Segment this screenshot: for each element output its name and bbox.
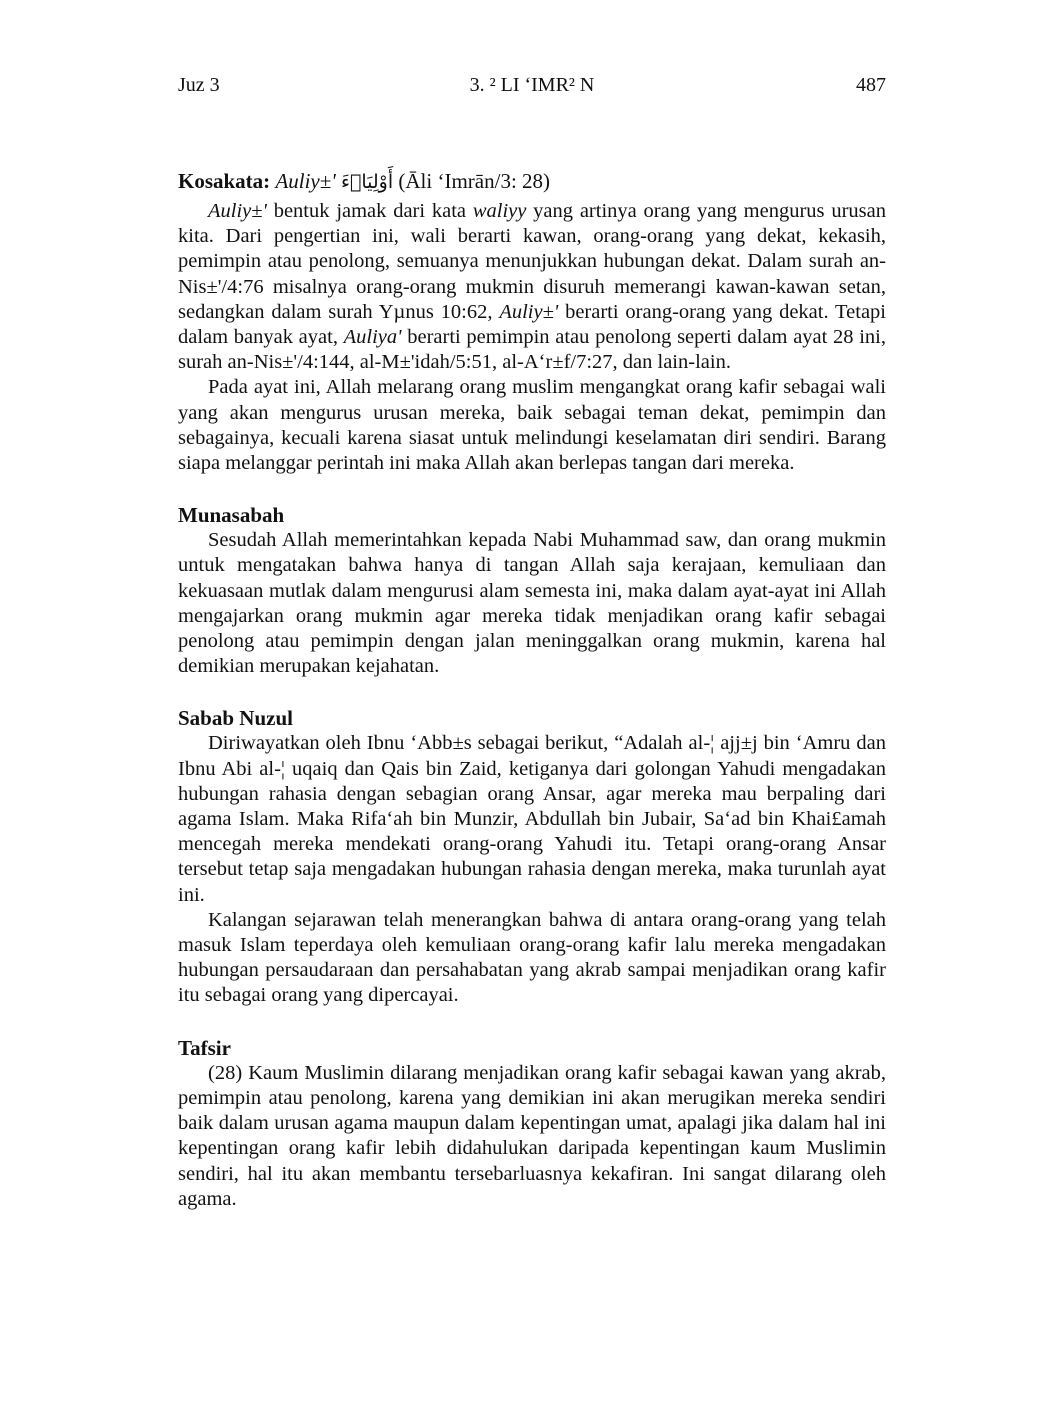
term-italic: Auliya' (343, 326, 402, 349)
kosakata-reference: (Āli ‘Imrān/3: 28) (398, 169, 551, 193)
sabab-nuzul-heading: Sabab Nuzul (178, 706, 293, 731)
page-body (178, 168, 886, 1212)
text-run: berarti orang-orang yang dekat. Tetapi dalam banyak ayat, (178, 300, 886, 349)
tafsir-paragraph: (28) Kaum Muslimin dilarang menjadikan orang kafir sebagai kawan yang akrab, pemimpin atau penolong, karena yang demikian ini akan merugikan mereka sendiri baik dalam urusan agama maupun dalam kepentingan umat, apalagi jika dalam hal ini kepentingan orang kafir lebih didahulukan daripada kepentingan kaum Muslimin sendiri, hal itu akan membantu tersebarluasnya kekafiran. Ini sangat dilarang oleh agama. (178, 1061, 886, 1210)
tafsir-heading: Tafsir (178, 1035, 231, 1060)
sabab-nuzul-paragraph-1: Diriwayatkan oleh Ibnu ‘Abb±s sebagai berikut, “Adalah al-¦ ajj±j bin ‘Amru dan Ibnu Abi al-¦ uqaiq dan Qais bin Zaid, ketiganya dari golongan Yahudi mengadakan hubungan rahasia dengan sebagian orang Ansar, agar mereka mau berpaling dari agama Islam. Maka Rifa‘ah bin Munzir, Abdullah bin Jubair, Sa‘ad bin Khai£amah mencegah mereka mendekati orang-orang Yahudi itu. Tetapi orang-orang Ansar tersebut tetap saja mengadakan hubungan rahasia dengan mereka, maka turunlah ayat ini. (178, 732, 886, 906)
page-number: 487 (856, 74, 886, 96)
kosakata-arabic: أَوْلِيَاۤءَ (341, 171, 394, 193)
juz-label: Juz 3 (178, 74, 220, 96)
surah-title: 3. ² LI ‘IMR² N (469, 74, 595, 96)
term-italic: waliyy (472, 200, 527, 222)
text-run: yang artinya orang yang mengurus urusan kita. Dari pengertian ini, wali berarti kawan, orang-orang yang dekat, kekasih, pemimpin atau penolong, semuanya menunjukkan hubungan dekat. Dalam surah an-Nis±'/4:76 misalnya orang-orang mukmin disuruh memerangi kawan-kawan setan, sedangkan dalam surah Yµnus 10:62, (178, 200, 886, 323)
kosakata-label: Kosakata: (178, 169, 271, 193)
kosakata-heading (178, 168, 886, 195)
munasabah-heading: Munasabah (178, 503, 285, 528)
kosakata-term: Auliy±' (275, 169, 336, 193)
kosakata-paragraph-2: Pada ayat ini, Allah melarang orang muslim mengangkat orang kafir sebagai wali yang akan mengurus urusan mereka, baik sebagai teman dekat, pemimpin dan sebagainya, kecuali karena siasat untuk melindungi keselamatan diri sendiri. Barang siapa melanggar perintah ini maka Allah akan berlepas tangan dari mereka. (178, 376, 886, 475)
term-italic: Auliy±' (499, 300, 559, 323)
page-header (178, 72, 886, 98)
kosakata-paragraph-1 (178, 199, 886, 375)
text-run: berarti pemimpin atau penolong seperti dalam ayat 28 ini, surah an-Nis±'/4:144, al-M±'idah/5:51, al-A‘r±f/7:27, dan lain-lain. (178, 326, 886, 374)
term-italic: Auliy±' (208, 200, 267, 222)
sabab-nuzul-paragraph-2: Kalangan sejarawan telah menerangkan bahwa di antara orang-orang yang telah masuk Islam teperdaya oleh kemuliaan orang-orang kafir lalu mereka mengadakan hubungan persaudaraan dan persahabatan yang akrab sampai menjadikan orang kafir itu sebagai orang yang dipercayai. (178, 908, 886, 1007)
text-run: bentuk jamak dari kata (266, 200, 473, 222)
munasabah-paragraph: Sesudah Allah memerintahkan kepada Nabi Muhammad saw, dan orang mukmin untuk mengatakan bahwa hanya di tangan Allah saja kerajaan, kemuliaan dan kekuasaan mutlak dalam mengurusi alam semesta ini, maka dalam ayat-ayat ini Allah mengajarkan orang mukmin agar mereka tidak menjadikan orang kafir sebagai penolong atau pemimpin dengan jalan meninggalkan orang mukmin, karena hal demikian merupakan kejahatan. (178, 529, 886, 678)
